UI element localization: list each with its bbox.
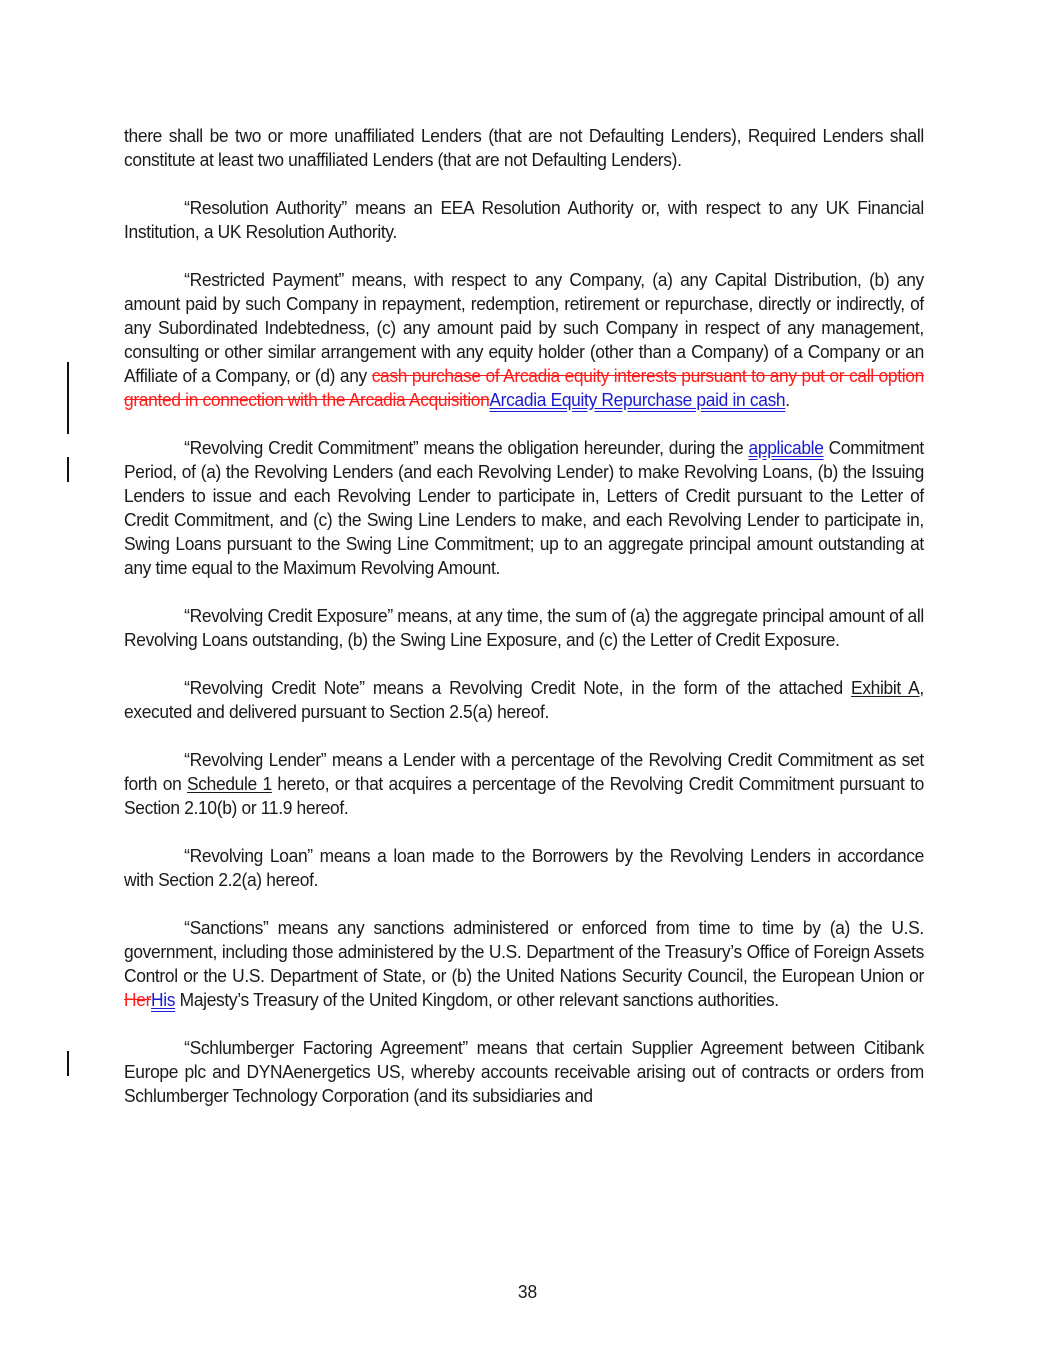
paragraph-text: “Restricted Payment” means, with respect to any Company, (a) any Capital Distribution, (b) any amount paid by such Company in repayment, redemption, retirement or repurchase, directly or indirectly, of any Subordinated Indebtedness, (c) any amount paid by such Company in respect of any management, consulting or other similar arrangement with any equity holder (other than a Company) of a Company or an Affiliate of a Company, or (d) any <box>124 269 924 386</box>
definition-revolving-credit-commitment <box>124 436 924 580</box>
tracked-deletion: cash purchase of Arcadia equity interests pursuant to any put or call option granted in connection with the Arcadia Acquisition <box>124 365 924 410</box>
tracked-insertion: His <box>151 989 176 1010</box>
paragraph-text: “Resolution Authority” means an EEA Resolution Authority or, with respect to any UK Financial Institution, a UK Resolution Authority. <box>124 197 924 242</box>
paragraph-text: “Sanctions” means any sanctions administered or enforced from time to time by (a) the U.S. government, including those administered by the U.S. Department of the Treasury’s Office of Foreign Assets Control or the U.S. Department of State, or (b) the United Nations Security Council, the European Union or <box>124 917 924 986</box>
change-bar-sanctions <box>67 1051 69 1076</box>
definition-revolving-credit-note <box>124 676 924 724</box>
page-number: 38 <box>517 1281 538 1302</box>
schedule-reference: Schedule 1 <box>187 773 272 794</box>
paragraph-text: “Revolving Credit Note” means a Revolving Credit Note, in the form of the attached <box>184 677 852 698</box>
paragraph-text: Majesty’s Treasury of the United Kingdom, or other relevant sanctions authorities. <box>175 989 779 1010</box>
paragraph-text: hereto, or that acquires a percentage of the Revolving Credit Commitment pursuant to Section 2.10(b) or 11.9 hereof. <box>124 773 924 818</box>
change-bar-revolving-credit-commitment <box>67 457 69 482</box>
paragraph-continuation <box>124 124 924 172</box>
definition-revolving-credit-exposure <box>124 604 924 652</box>
definition-restricted-payment <box>124 268 924 412</box>
definition-schlumberger-factoring-agreement <box>124 1036 924 1108</box>
paragraph-text: “Revolving Lender” means a Lender with a percentage of the Revolving Credit Commitment as set forth on <box>124 749 924 794</box>
tracked-insertion: Arcadia Equity Repurchase paid in cash <box>489 389 786 410</box>
tracked-deletion: Her <box>124 989 152 1010</box>
definition-revolving-lender <box>124 748 924 820</box>
definition-sanctions <box>124 916 924 1012</box>
paragraph-text: “Revolving Loan” means a loan made to the Borrowers by the Revolving Lenders in accordance with Section 2.2(a) hereof. <box>124 845 924 890</box>
exhibit-reference: Exhibit A <box>851 677 920 698</box>
definition-revolving-loan <box>124 844 924 892</box>
change-bar-restricted-payment <box>67 362 69 434</box>
paragraph-text: “Revolving Credit Commitment” means the obligation hereunder, during the <box>184 437 749 458</box>
paragraph-text: “Schlumberger Factoring Agreement” means that certain Supplier Agreement between Citibank Europe plc and DYNAenergetics US, whereby accounts receivable arising out of contracts or orders from Schlumberger Technology Corporation (and its subsidiaries and <box>124 1037 924 1106</box>
paragraph-text: , executed and delivered pursuant to Section 2.5(a) hereof. <box>124 677 924 722</box>
paragraph-text: there shall be two or more unaffiliated Lenders (that are not Defaulting Lenders), Required Lenders shall constitute at least two unaffiliated Lenders (that are not Defaulting Lenders). <box>124 125 924 170</box>
tracked-insertion: applicable <box>748 437 824 458</box>
paragraph-text: Commitment Period, of (a) the Revolving Lenders (and each Revolving Lender) to make Revolving Loans, (b) the Issuing Lenders to issue and each Revolving Lender to participate in, Letters of Credit pursuant to the Letter of Credit Commitment, and (c) the Swing Line Lenders to make, and each Revolving Lender to participate in, Swing Loans pursuant to the Swing Line Commitment; up to an aggregate principal amount outstanding at any time equal to the Maximum Revolving Amount. <box>124 437 924 578</box>
paragraph-text: “Revolving Credit Exposure” means, at any time, the sum of (a) the aggregate principal amount of all Revolving Loans outstanding, (b) the Swing Line Exposure, and (c) the Letter of Credit Exposure. <box>124 605 924 650</box>
paragraph-text: . <box>785 389 790 410</box>
document-page <box>124 124 924 1132</box>
definition-resolution-authority <box>124 196 924 244</box>
